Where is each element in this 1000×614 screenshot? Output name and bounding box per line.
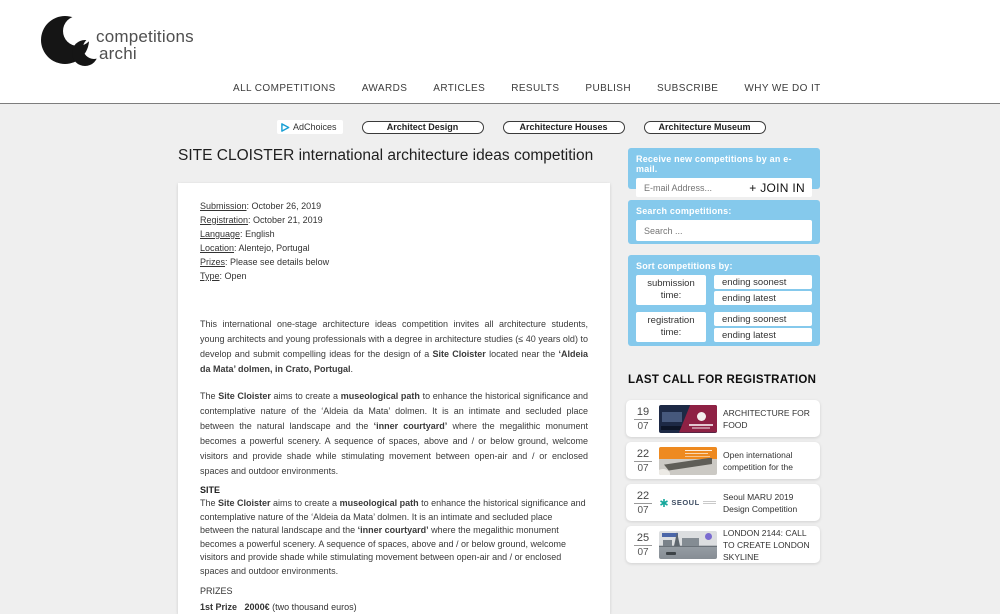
nav-item-results[interactable]: RESULTS [511,83,560,94]
seoul-logo-subtext [703,499,716,506]
detail-registration: Registration : October 21, 2019 [200,213,588,227]
sort-label-registration: registration time: [636,312,706,342]
page-title: SITE CLOISTER international architecture ideas competition [178,147,594,164]
sort-label-submission: submission time: [636,275,706,305]
adchoices-icon [281,123,290,132]
subscribe-title: Receive new competitions by an e-mail. [636,154,792,174]
detail-prizes: Prizes : Please see details below [200,255,588,269]
nav-item-publish[interactable]: PUBLISH [585,83,631,94]
sort-title: Sort competitions by: [636,261,733,271]
sort-options-submission [714,275,812,305]
ad-link-architecture-houses[interactable]: Architecture Houses [503,121,625,134]
list-item-london-2144[interactable] [626,526,820,563]
date-badge: 22 07 [632,490,654,516]
competition-thumbnail [659,489,717,517]
subscribe-row [636,178,812,197]
seoul-logo-text: SEOUL [671,498,700,507]
list-item-architecture-for-food[interactable] [626,400,820,437]
ad-link-architecture-museum[interactable]: Architecture Museum [644,121,766,134]
description-paragraph: The Site Cloister aims to create a museological path to enhance the historical significance and contemplative nature of the ‘Aldeia da Mata’ dolmen. It is an intimate and secluded place between the natural landscape and the ‘inner courtyard’ where the megalithic monument becomes a powerful scenery. A sequence of spaces, above and / or below ground, welcome visitors and provide shade while stimulating movement between open-air and / or enclosed spaces and outdoor environments. [200,391,589,476]
nav-item-awards[interactable]: AWARDS [361,83,408,94]
intro-paragraph: This international one-stage architecture ideas competition invites all architecture students, young architects and young professionals with a degree in architecture studies (≤ 40 years old) to develop and submit compelling ideas for the design of a Site Cloister located near the ‘Aldeia da Mata’ dolmen, in Crato, Portugal. [200,319,588,374]
competition-title: Seoul MARU 2019 Design Competition [723,491,798,514]
logo-mark-icon [40,12,100,68]
competition-thumbnail [659,405,717,433]
site-section-heading: SITE [200,485,221,495]
join-in-button[interactable]: + JOIN IN [742,181,812,195]
competition-thumbnail [659,447,717,475]
adchoices-label: AdChoices [293,122,337,132]
search-box [628,200,820,244]
detail-type: Type : Open [200,269,588,283]
subscribe-box [628,148,820,195]
search-title: Search competitions: [636,206,732,216]
detail-language: Language : English [200,227,588,241]
detail-submission: Submission : October 26, 2019 [200,199,588,213]
prizes-section-heading: PRIZES [200,586,233,596]
main-nav [233,83,821,94]
seoul-logo-icon [660,499,668,507]
competition-title: ARCHITECTURE FOR FOOD [723,407,810,430]
sort-registration-ending-latest[interactable]: ending latest [714,328,812,342]
date-badge: 19 07 [632,406,654,432]
nav-item-subscribe[interactable]: SUBSCRIBE [656,83,719,94]
sort-submission-ending-latest[interactable]: ending latest [714,291,812,305]
competition-title: Open international competition for the [723,449,793,472]
date-badge: 25 07 [632,532,654,558]
site-header [0,0,1000,104]
date-badge: 22 07 [632,448,654,474]
sort-row-submission [636,275,812,305]
ad-link-architect-design[interactable]: Architect Design [362,121,484,134]
site-logo[interactable] [40,12,210,74]
nav-item-all-competitions[interactable]: ALL COMPETITIONS [233,83,336,94]
ad-bar [277,120,766,134]
competition-title: LONDON 2144: CALL TO CREATE LONDON SKYLINE [723,527,810,562]
sort-options-registration [714,312,812,342]
list-item-open-international[interactable] [626,442,820,479]
email-field[interactable] [636,183,742,193]
sort-submission-ending-soonest[interactable]: ending soonest [714,275,812,289]
adchoices-badge[interactable] [277,120,343,134]
first-prize-line: 1st Prize 2000€ (two thousand euros) [200,602,357,612]
site-section-paragraph: The Site Cloister aims to create a museological path to enhance the historical significance and contemplative nature of the ‘Aldeia da Mata’ dolmen. It is an intimate and secluded place between the natural landscape and the ‘inner courtyard’ where the megalithic monument becomes a powerful scenery. A sequence of spaces, above and / or below ground, welcome visitors and provide shade while stimulating movement between open-air and / or enclosed spaces and outdoor environments. [200,498,586,576]
sort-row-registration [636,312,812,342]
article-body [178,183,610,614]
last-call-heading: LAST CALL FOR REGISTRATION [628,374,817,386]
detail-location: Location : Alentejo, Portugal [200,241,588,255]
list-item-seoul-maru[interactable] [626,484,820,521]
competition-thumbnail [659,531,717,559]
search-row [636,220,812,241]
nav-item-why-we-do-it[interactable]: WHY WE DO IT [744,83,821,94]
sort-box [628,255,820,346]
nav-item-articles[interactable]: ARTICLES [433,83,486,94]
sort-registration-ending-soonest[interactable]: ending soonest [714,312,812,326]
search-input[interactable] [636,226,812,236]
logo-text: competitions archi [96,27,194,63]
